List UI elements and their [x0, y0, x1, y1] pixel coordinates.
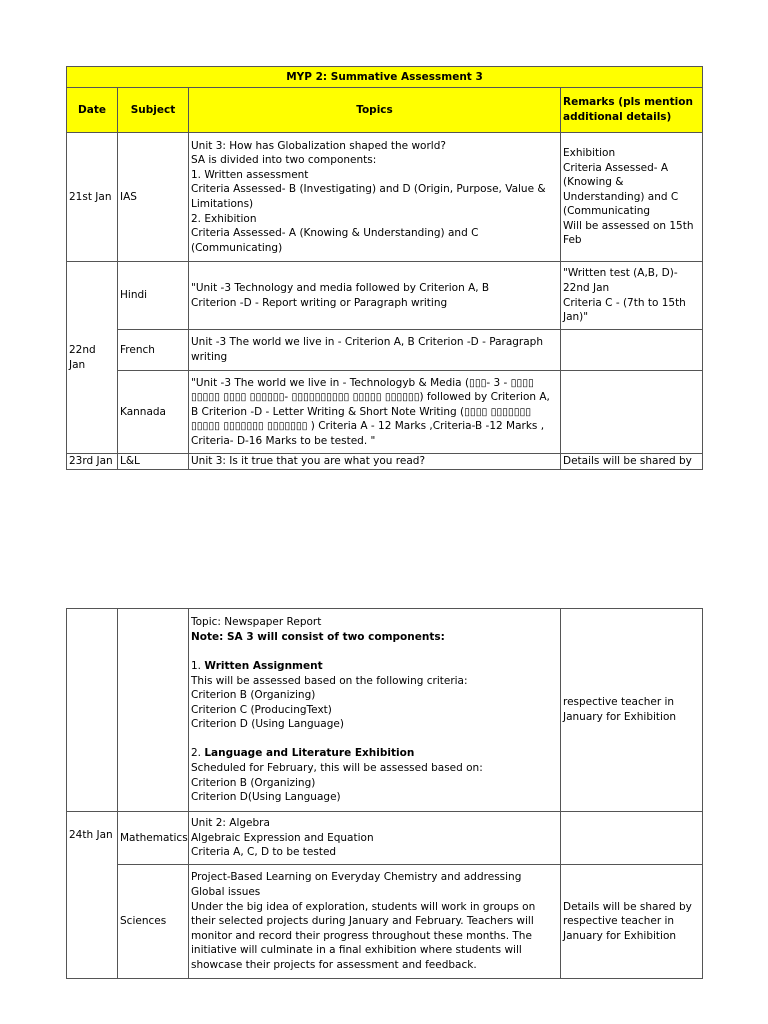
- topics-cell: "Unit -3 The world we live in - Technologyb & Media (▯▯▯- 3 - ▯▯▯▯ ▯▯▯▯▯ ▯▯▯▯ ▯▯▯▯▯▯- ▯▯▯▯▯▯▯▯▯▯ ▯▯▯▯▯ ▯▯▯▯▯▯) followed by Criterion A, B Criterion -D - Letter Writing & Short Note Writing (▯▯▯▯ ▯▯▯▯▯▯▯ ▯▯▯▯▯ ▯▯▯▯▯▯▯ ▯▯▯▯▯▯▯ ) Criteria A - 12 Marks ,Criteria-B -12 Marks , Criteria- D-16 Marks to be tested. ": [189, 371, 561, 454]
- remarks-cell: Exhibition Criteria Assessed- A (Knowing & Understanding) and C (Communicating Will be assessed on 15th Feb: [561, 133, 703, 262]
- subject-cell: Sciences: [118, 865, 189, 979]
- date-cell: 24th Jan: [67, 812, 118, 979]
- topics-cell: Unit -3 The world we live in - Criterion A, B Criterion -D - Paragraph writing: [189, 330, 561, 371]
- date-cell: 23rd Jan: [67, 454, 118, 470]
- remarks-cell: Details will be shared by: [561, 454, 703, 470]
- topics-cell: Topic: Newspaper Report Note: SA 3 will consist of two components: 1. Written Assignment This will be assessed based on the following criteria: Criterion B (Organizing) Criterion C (ProducingText) Criterion D (Using Language) 2. Language and Literature Exhibition Scheduled for February, this will be assessed based on: Criterion B (Organizing) Criterion D(Using Language): [189, 609, 561, 812]
- subject-cell: Hindi: [118, 262, 189, 330]
- header-topics: Topics: [189, 88, 561, 133]
- subject-cell: IAS: [118, 133, 189, 262]
- subject-cell: L&L: [118, 454, 189, 470]
- table-title: MYP 2: Summative Assessment 3: [67, 67, 703, 88]
- date-cell: [67, 609, 118, 812]
- topics-cell: Unit 3: Is it true that you are what you read?: [189, 454, 561, 470]
- remarks-cell: Details will be shared by respective teacher in January for Exhibition: [561, 865, 703, 979]
- assessment-table-part-2: [66, 608, 703, 979]
- assessment-table-part-1: [66, 66, 703, 470]
- subject-cell: French: [118, 330, 189, 371]
- header-date: Date: [67, 88, 118, 133]
- remarks-cell: "Written test (A,B, D)- 22nd Jan Criteria C - (7th to 15th Jan)": [561, 262, 703, 330]
- header-remarks: Remarks (pls mention additional details): [561, 88, 703, 133]
- remarks-cell: [561, 330, 703, 371]
- remarks-cell: [561, 371, 703, 454]
- header-subject: Subject: [118, 88, 189, 133]
- topics-cell: Unit 2: Algebra Algebraic Expression and Equation Criteria A, C, D to be tested: [189, 812, 561, 865]
- topics-cell: Project-Based Learning on Everyday Chemistry and addressing Global issues Under the big idea of exploration, students will work in groups on their selected projects during January and February. Teachers will monitor and record their progress throughout these months. The initiative will culminate in a final exhibition where students will showcase their projects for assessment and feedback.: [189, 865, 561, 979]
- topics-cell: "Unit -3 Technology and media followed by Criterion A, B Criterion -D - Report writing or Paragraph writing: [189, 262, 561, 330]
- topics-cell: Unit 3: How has Globalization shaped the world? SA is divided into two components: 1. Written assessment Criteria Assessed- B (Investigating) and D (Origin, Purpose, Value & Limitations) 2. Exhibition Criteria Assessed- A (Knowing & Understanding) and C (Communicating): [189, 133, 561, 262]
- remarks-cell: respective teacher in January for Exhibition: [561, 609, 703, 812]
- date-cell: 22nd Jan: [67, 262, 118, 454]
- remarks-cell: [561, 812, 703, 865]
- subject-cell: Kannada: [118, 371, 189, 454]
- date-cell: 21st Jan: [67, 133, 118, 262]
- subject-cell: [118, 609, 189, 812]
- subject-cell: Mathematics: [118, 812, 189, 865]
